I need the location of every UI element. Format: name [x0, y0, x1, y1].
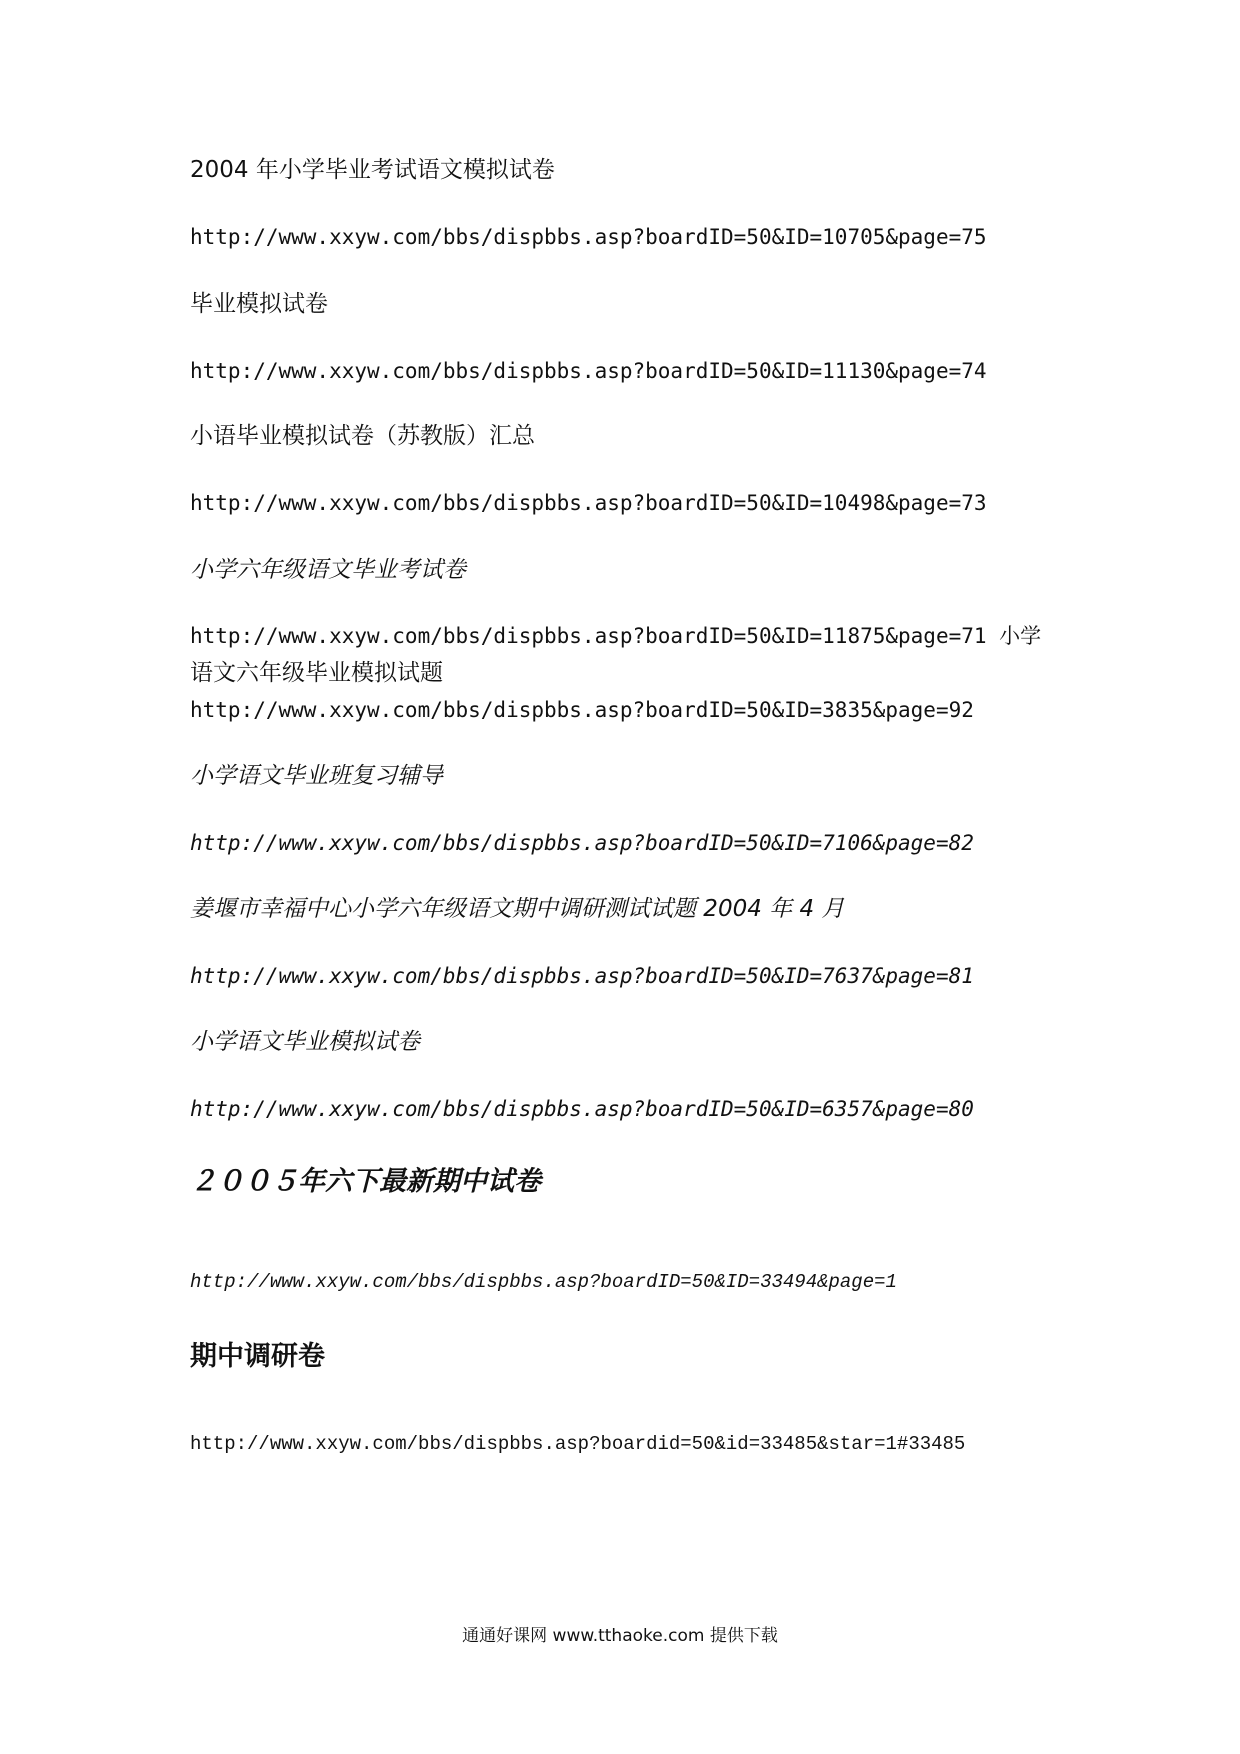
section-heading: 期中调研卷	[190, 1341, 325, 1372]
entry-link[interactable]: http://www.xxyw.com/bbs/dispbbs.asp?boardID=50&ID=7106&page=82	[190, 831, 974, 855]
entry-title: 小语毕业模拟试卷（苏教版）汇总	[190, 423, 535, 449]
entry-link[interactable]: http://www.xxyw.com/bbs/dispbbs.asp?boardID=50&ID=6357&page=80	[190, 1097, 974, 1121]
entry-title: 姜堰市幸福中心小学六年级语文期中调研测试试题 2004 年 4 月	[190, 896, 845, 922]
entry-title-continued: 语文六年级毕业模拟试题	[190, 660, 443, 686]
entry-link[interactable]: http://www.xxyw.com/bbs/dispbbs.asp?boardID=50&ID=33494&page=1	[190, 1271, 897, 1293]
entry-title: 小学语文毕业班复习辅导	[190, 763, 443, 789]
entry-title: 小学六年级语文毕业考试卷	[190, 557, 466, 583]
entry-title: 小学语文毕业模拟试卷	[190, 1029, 420, 1055]
entry-link[interactable]: http://www.xxyw.com/bbs/dispbbs.asp?boardID=50&ID=10705&page=75	[190, 225, 987, 249]
entry-link[interactable]: http://www.xxyw.com/bbs/dispbbs.asp?boardid=50&id=33485&star=1#33485	[190, 1433, 966, 1455]
entry-link[interactable]: http://www.xxyw.com/bbs/dispbbs.asp?boardID=50&ID=7637&page=81	[190, 964, 974, 988]
entry-link[interactable]: http://www.xxyw.com/bbs/dispbbs.asp?boardID=50&ID=10498&page=73	[190, 491, 987, 515]
entry-link[interactable]: http://www.xxyw.com/bbs/dispbbs.asp?boardID=50&ID=3835&page=92	[190, 698, 974, 722]
page-footer: 通通好课网 www.tthaoke.com 提供下载	[462, 1626, 778, 1646]
section-heading: ２００５年六下最新期中试卷	[190, 1166, 541, 1197]
entry-title: 毕业模拟试卷	[190, 291, 328, 317]
entry-title: 2004 年小学毕业考试语文模拟试卷	[190, 157, 555, 183]
entry-link[interactable]: http://www.xxyw.com/bbs/dispbbs.asp?boardID=50&ID=11875&page=71 小学	[190, 624, 1042, 648]
entry-link[interactable]: http://www.xxyw.com/bbs/dispbbs.asp?boardID=50&ID=11130&page=74	[190, 359, 987, 383]
